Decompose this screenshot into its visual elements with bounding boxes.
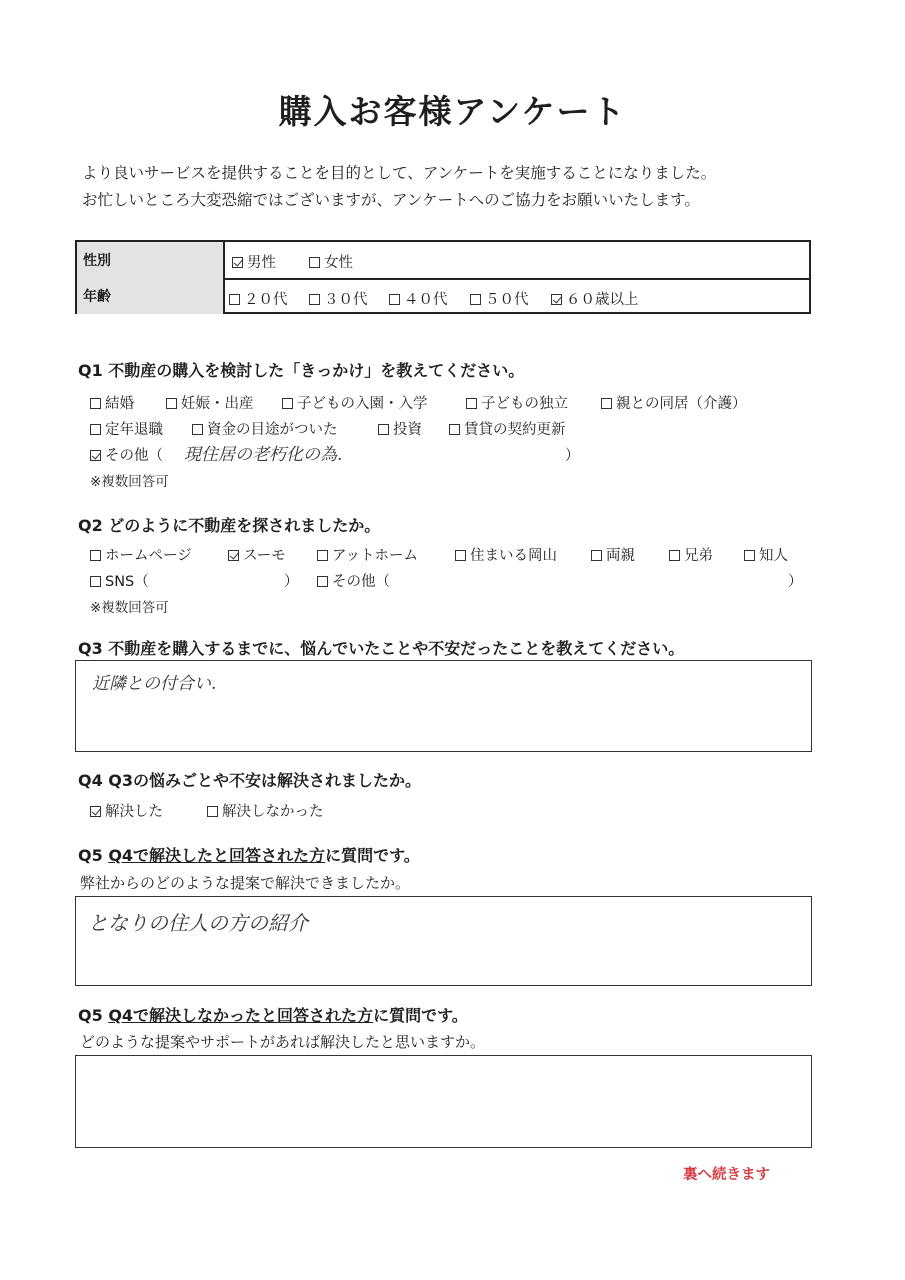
gender-option-male[interactable]: 男性 — [232, 251, 276, 272]
q2-option-sns[interactable]: SNS（ — [90, 570, 149, 591]
q4-option-resolved[interactable]: 解決した — [90, 800, 163, 821]
intro-line-1: より良いサービスを提供することを目的として、アンケートを実施することになりました。 — [82, 164, 717, 182]
q1-option-funds-ready[interactable]: 資金の目途がついた — [192, 418, 338, 439]
age-option-20s[interactable]: ２０代 — [229, 288, 288, 309]
checkbox-icon[interactable] — [389, 294, 400, 305]
checkbox-icon[interactable] — [317, 550, 328, 561]
checkbox-checked-icon[interactable] — [90, 450, 101, 461]
checkbox-checked-icon[interactable] — [90, 806, 101, 817]
q1-option-living-with-parents[interactable]: 親との同居（介護） — [601, 392, 747, 413]
q4-title: Q4 Q3の悩みごとや不安は解決されましたか。 — [78, 771, 422, 790]
q2-option-parents[interactable]: 両親 — [591, 544, 635, 565]
continue-on-back-note: 裏へ続きます — [683, 1167, 770, 1183]
gender-label: 性別 — [77, 242, 225, 278]
q3-answer-box[interactable] — [75, 660, 812, 752]
checkbox-icon[interactable] — [166, 398, 177, 409]
checkbox-icon[interactable] — [90, 576, 101, 587]
intro-line-2: お忙しいところ大変恐縮ではございますが、アンケートへのご協力をお願いいたします。 — [82, 191, 700, 209]
q3-answer-text: 近隣との付合い. — [92, 674, 217, 694]
checkbox-icon[interactable] — [207, 806, 218, 817]
q3-title: Q3 不動産を購入するまでに、悩んでいたことや不安だったことを教えてください。 — [78, 639, 685, 658]
checkbox-icon[interactable] — [591, 550, 602, 561]
gender-row — [77, 242, 809, 280]
q1-option-other[interactable]: その他（ — [90, 444, 163, 465]
checkbox-icon[interactable] — [470, 294, 481, 305]
q4-option-not-resolved[interactable]: 解決しなかった — [207, 800, 324, 821]
checkbox-icon[interactable] — [601, 398, 612, 409]
q2-option-athome[interactable]: アットホーム — [317, 544, 418, 565]
q5a-title: Q5 Q4で解決したと回答された方に質問です。 — [78, 846, 420, 865]
q5b-answer-box[interactable] — [75, 1055, 812, 1148]
q2-option-other[interactable]: その他（ — [317, 570, 390, 591]
q5a-answer-text: となりの住人の方の紹介 — [88, 911, 308, 935]
attribute-table — [75, 240, 811, 314]
checkbox-icon[interactable] — [90, 424, 101, 435]
q1-option-marriage[interactable]: 結婚 — [90, 392, 134, 413]
q1-note: ※複数回答可 — [90, 474, 169, 490]
q2-other-close-paren: ） — [788, 574, 803, 590]
q1-option-child-independence[interactable]: 子どもの独立 — [466, 392, 568, 413]
checkbox-icon[interactable] — [317, 576, 328, 587]
q1-option-retirement[interactable]: 定年退職 — [90, 418, 163, 439]
checkbox-icon[interactable] — [282, 398, 293, 409]
q1-option-lease-renewal[interactable]: 賃貸の契約更新 — [449, 418, 566, 439]
gender-option-female[interactable]: 女性 — [309, 251, 353, 272]
age-label: 年齢 — [77, 278, 225, 314]
q2-option-sumairu-okayama[interactable]: 住まいる岡山 — [455, 544, 557, 565]
checkbox-icon[interactable] — [309, 294, 320, 305]
age-option-40s[interactable]: ４０代 — [389, 288, 448, 309]
q2-option-acquaintance[interactable]: 知人 — [744, 544, 788, 565]
survey-title: 購入お客様アンケート — [278, 92, 627, 131]
checkbox-icon[interactable] — [669, 550, 680, 561]
age-option-30s[interactable]: ３０代 — [309, 288, 368, 309]
checkbox-checked-icon[interactable] — [228, 550, 239, 561]
q2-option-siblings[interactable]: 兄弟 — [669, 544, 713, 565]
q2-option-suumo[interactable]: スーモ — [228, 544, 286, 565]
checkbox-icon[interactable] — [90, 398, 101, 409]
q1-option-pregnancy[interactable]: 妊娠・出産 — [166, 392, 254, 413]
checkbox-icon[interactable] — [90, 550, 101, 561]
checkbox-icon[interactable] — [192, 424, 203, 435]
q1-other-answer[interactable]: 現住居の老朽化の為. — [184, 445, 343, 465]
q2-note: ※複数回答可 — [90, 600, 169, 616]
q5a-answer-box[interactable] — [75, 896, 812, 986]
q2-title: Q2 どのように不動産を探されましたか。 — [78, 516, 381, 535]
q5a-subquestion: 弊社からのどのような提案で解決できましたか。 — [80, 874, 411, 892]
checkbox-checked-icon[interactable] — [551, 294, 562, 305]
q1-other-close-paren: ） — [565, 448, 580, 464]
age-option-50s[interactable]: ５０代 — [470, 288, 529, 309]
q1-option-school-entry[interactable]: 子どもの入園・入学 — [282, 392, 428, 413]
checkbox-icon[interactable] — [229, 294, 240, 305]
checkbox-icon[interactable] — [449, 424, 460, 435]
age-option-60plus[interactable]: ６０歳以上 — [551, 288, 639, 309]
checkbox-icon[interactable] — [378, 424, 389, 435]
checkbox-icon[interactable] — [744, 550, 755, 561]
q5b-title: Q5 Q4で解決しなかったと回答された方に質問です。 — [78, 1006, 468, 1025]
checkbox-icon[interactable] — [309, 257, 320, 268]
checkbox-icon[interactable] — [466, 398, 477, 409]
checkbox-icon[interactable] — [455, 550, 466, 561]
q2-option-homepage[interactable]: ホームページ — [90, 544, 192, 565]
q5b-subquestion: どのような提案やサポートがあれば解決したと思いますか。 — [80, 1033, 486, 1051]
q1-option-investment[interactable]: 投資 — [378, 418, 422, 439]
checkbox-checked-icon[interactable] — [232, 257, 243, 268]
q1-title: Q1 不動産の購入を検討した「きっかけ」を教えてください。 — [78, 361, 525, 380]
age-row — [77, 278, 809, 314]
q2-sns-close-paren: ） — [284, 574, 299, 590]
